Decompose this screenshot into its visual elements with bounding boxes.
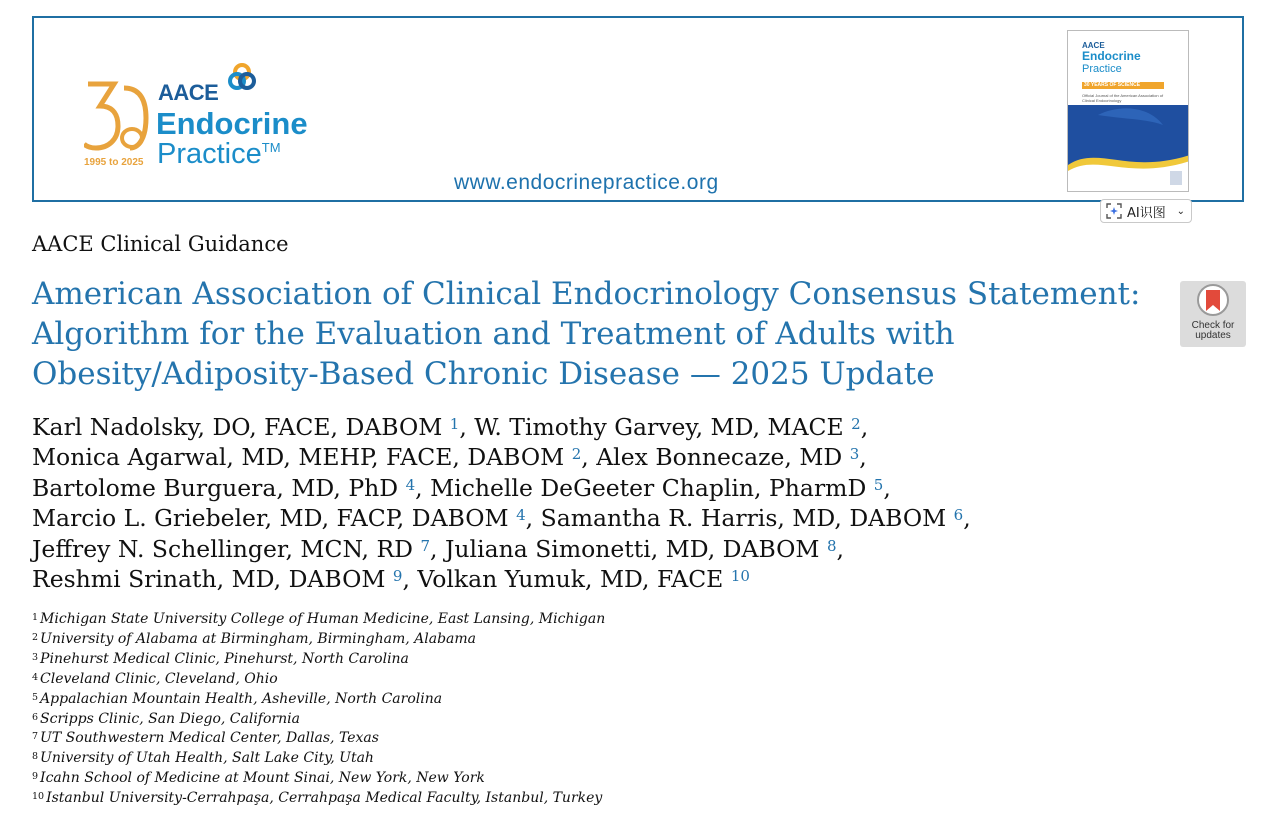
affiliation-item: $^7$ UT Southwestern Medical Center, Dallas, Texas: [32, 730, 379, 747]
aace-knot-icon: [228, 63, 256, 91]
ai-button-label: AI识图: [1127, 205, 1166, 221]
cover-tagline: Official Journal of the American Association of Clinical Endocrinology: [1082, 93, 1164, 103]
affiliation-link[interactable]: 9: [392, 567, 403, 586]
author-name: Karl Nadolsky, DO, FACE, DABOM: [32, 413, 443, 441]
author-list: Karl Nadolsky, DO, FACE, DABOM $^1$, W. Timothy Garvey, MD, MACE $^2$, Monica Agarwal, MD, MEHP, FACE, DABOM $^2$, Alex Bonnecaze, MD $^3$, Bartolome Burguera, MD, PhD $^4$, Michelle DeGeeter Chaplin, PharmD $^5$, Marcio L. Griebeler, MD, FACP, DABOM $^4$, Samantha R. Harris, MD, DABOM $^6$, Jeffrey N. Schellinger, MCN, RD $^7$, Juliana Simonetti, MD, DABOM $^8$, Reshmi Srinath, MD, DABOM $^9$, Volkan Yumuk, MD, FACE $^{10}$: [32, 413, 971, 594]
affiliation-item: $^1$ Michigan State University College of Human Medicine, East Lansing, Michigan: [32, 611, 606, 627]
author-name: Jeffrey N. Schellinger, MCN, RD: [32, 534, 414, 563]
chevron-down-icon: ⌄: [1176, 205, 1185, 217]
cover-journal-name: Endocrine: [1082, 49, 1141, 63]
author-name: Samantha R. Harris, MD, DABOM: [540, 504, 947, 533]
affiliation-link[interactable]: 8: [826, 536, 837, 555]
cover-journal-sub: Practice: [1082, 63, 1122, 75]
author-name: Volkan Yumuk, MD, FACE: [417, 565, 724, 594]
author-name: Alex Bonnecaze, MD: [596, 443, 843, 472]
author-name: Bartolome Burguera, MD, PhD: [32, 473, 399, 502]
title-line: Algorithm for the Evaluation and Treatment of Adults with: [32, 316, 955, 352]
anniversary-years: 1995 to 2025: [84, 157, 144, 168]
affiliation-item: $^4$ Cleveland Clinic, Cleveland, Ohio: [32, 670, 278, 687]
author-name: Marcio L. Griebeler, MD, FACP, DABOM: [32, 504, 509, 533]
ai-scan-icon: [1105, 202, 1123, 220]
check-for-updates-button[interactable]: [1180, 281, 1246, 347]
affiliation-item: $^6$ Scripps Clinic, San Diego, California: [32, 710, 300, 727]
author-name: Michelle DeGeeter Chaplin, PharmD: [430, 473, 867, 502]
cover-artwork: [1068, 105, 1189, 192]
affiliation-link[interactable]: 7: [420, 536, 431, 555]
author-name: Reshmi Srinath, MD, DABOM: [32, 565, 386, 594]
check-updates-label: Check for updates: [1191, 320, 1235, 341]
affiliation-item: $^5$ Appalachian Mountain Health, Asheville, North Carolina: [32, 690, 443, 707]
affiliation-link[interactable]: 2: [571, 445, 582, 464]
cover-wave-graphic: [1068, 105, 1189, 192]
title-line: American Association of Clinical Endocrinology Consensus Statement:: [32, 276, 1141, 312]
journal-name: Endocrine: [156, 106, 308, 141]
article-type-label: AACE Clinical Guidance: [32, 232, 289, 256]
author-name: Juliana Simonetti, MD, DABOM: [445, 534, 820, 563]
affiliation-item: $^9$ Icahn School of Medicine at Mount Sinai, New York, New York: [32, 770, 485, 787]
affiliation-item: $^{10}$ Istanbul University-Cerrahpaşa, Cerrahpaşa Medical Faculty, Istanbul, Turkey: [32, 790, 603, 807]
affiliation-link[interactable]: 2: [851, 415, 861, 433]
affiliation-link[interactable]: 4: [405, 475, 416, 494]
affiliation-link[interactable]: 5: [873, 475, 884, 494]
cover-aace: AACE: [1082, 41, 1105, 50]
affiliation-item: $^8$ University of Utah Health, Salt Lake City, Utah: [32, 750, 374, 767]
crossmark-icon: [1180, 281, 1246, 321]
journal-url[interactable]: www.endocrinepractice.org: [454, 171, 719, 194]
journal-subtitle: Practice™: [157, 138, 281, 170]
author-name: W. Timothy Garvey, MD, MACE: [474, 413, 844, 441]
affiliation-link[interactable]: 10: [730, 567, 750, 586]
affiliation-link[interactable]: 1: [449, 415, 460, 433]
affiliation-item: $^2$ University of Alabama at Birmingham, Birmingham, Alabama: [32, 630, 476, 647]
30-years-logo: [84, 80, 150, 166]
affiliation-link[interactable]: 6: [953, 506, 964, 525]
affiliation-list: [32, 610, 605, 809]
title-line: Obesity/Adiposity-Based Chronic Disease — 2025 Update: [32, 356, 935, 392]
affiliation-link[interactable]: 3: [849, 445, 860, 464]
journal-cover-thumbnail: [1067, 30, 1189, 192]
cover-years-band: 30 YEARS OF SCIENCE: [1082, 82, 1164, 89]
ai-image-recognition-button[interactable]: [1100, 199, 1192, 223]
author-name: Monica Agarwal, MD, MEHP, FACE, DABOM: [32, 443, 565, 472]
journal-banner: [32, 16, 1244, 202]
affiliation-link[interactable]: 4: [516, 506, 526, 525]
aace-wordmark: AACE: [158, 80, 219, 105]
affiliation-item: $^3$ Pinehurst Medical Clinic, Pinehurst, North Carolina: [32, 650, 409, 667]
article-title: [32, 274, 1142, 394]
